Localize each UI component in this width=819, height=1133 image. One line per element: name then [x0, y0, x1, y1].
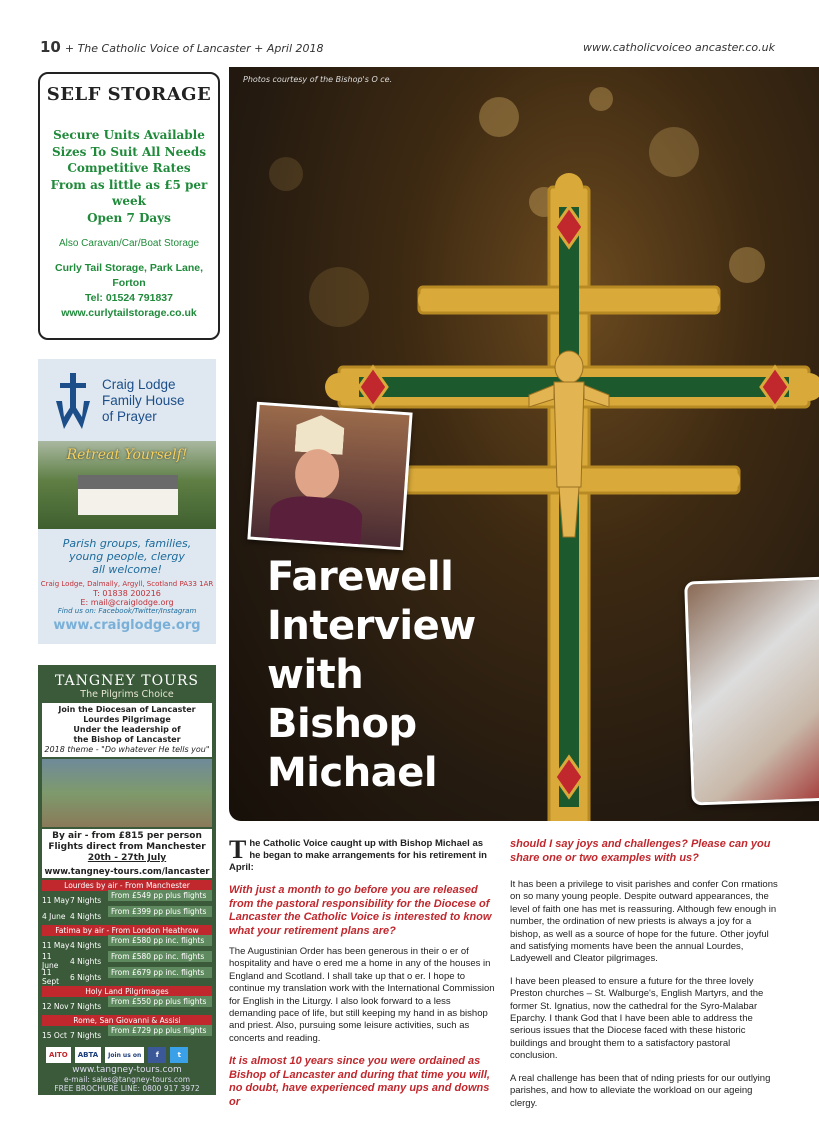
intro-line: the Bishop of Lancaster	[73, 735, 181, 744]
self-storage-title: SELF STORAGE	[46, 84, 212, 105]
tour-row	[42, 906, 212, 923]
article-column-2	[510, 838, 778, 1120]
twitter-icon[interactable]: t	[170, 1047, 188, 1063]
tangney-footer	[38, 1066, 216, 1093]
craig-lodge-ad	[38, 359, 216, 644]
face-shape	[293, 448, 340, 501]
email[interactable]: E: mail@craiglodge.org	[80, 598, 174, 607]
section-header: Rome, San Giovanni & Assisi	[42, 1015, 212, 1026]
tour-price: From £580 pp inc. flights	[108, 951, 212, 962]
tour-row	[42, 996, 212, 1013]
name-line: of Prayer	[102, 409, 157, 424]
drop-cap: T	[229, 835, 247, 864]
tour-date: 11 Sept	[42, 968, 60, 986]
hero-photo	[229, 67, 819, 821]
theme-line: 2018 theme - "Do whatever He tells you"	[44, 745, 210, 754]
mass-photo	[684, 577, 819, 806]
answer-4: A real challenge has been that of nding priests for our outlying parishes, and how to alleviate the workload on our ageing clergy.	[510, 1072, 771, 1109]
tour-row	[42, 1025, 212, 1042]
photo-credit: Photos courtesy of the Bishop's O ce.	[243, 75, 393, 84]
intro-line: Under the leadership of	[73, 725, 181, 734]
self-storage-also: Also Caravan/Car/Boat Storage	[58, 238, 200, 249]
tangney-title: TANGNEY TOURS	[54, 673, 200, 689]
feature-line: Open 7 Days	[87, 210, 171, 225]
tour-price: From £580 pp inc. flights	[108, 935, 212, 946]
self-storage-features	[40, 127, 218, 226]
page-number: 10	[40, 38, 61, 56]
feature-line: Secure Units Available	[53, 128, 205, 142]
tour-nights: 4 Nights	[70, 911, 102, 921]
publication-line: + The Catholic Voice of Lancaster + April 2018	[64, 42, 324, 55]
article-headline	[267, 553, 476, 798]
article-column-1	[229, 835, 495, 1117]
page-header-left	[40, 38, 324, 56]
welcome-line: Parish groups, families,	[62, 537, 192, 550]
intro-line: Join the Diocesan of Lancaster	[58, 705, 196, 714]
contact-line: Forton	[112, 277, 146, 289]
address: Craig Lodge, Dalmally, Argyll, Scotland PA33 1AR	[40, 580, 214, 588]
offer-line: Flights direct from Manchester	[48, 842, 206, 852]
tangney-offer	[42, 829, 212, 866]
headline-line: Farewell	[267, 554, 454, 600]
tour-price: From £550 pp plus flights	[108, 996, 212, 1007]
tour-date: 4 June	[42, 911, 66, 921]
tangney-logos	[46, 1046, 208, 1064]
tour-row	[42, 967, 212, 986]
tour-nights: 6 Nights	[70, 972, 102, 982]
tour-date: 11 June	[42, 952, 59, 970]
headline-line: with	[267, 652, 364, 698]
welcome-line: young people, clergy	[69, 550, 185, 563]
tangney-subtitle: The Pilgrims Choice	[80, 689, 174, 700]
facebook-icon[interactable]: f	[148, 1047, 166, 1063]
tour-nights: 7 Nights	[70, 895, 102, 905]
house-shape	[78, 475, 178, 515]
tour-nights: 4 Nights	[70, 956, 102, 966]
feature-line: week	[112, 194, 146, 208]
tour-date: 12 Nov	[42, 1001, 69, 1011]
self-storage-ad	[38, 72, 220, 340]
contact-website[interactable]: www.curlytailstorage.co.uk	[61, 307, 197, 319]
pilgrims-photo	[42, 759, 212, 827]
retreat-slogan: Retreat Yourself!	[66, 447, 188, 463]
tour-date: 11 May	[42, 895, 70, 905]
tour-nights: 7 Nights	[70, 1001, 102, 1011]
robe-shape	[269, 494, 364, 544]
footer-email[interactable]: e-mail: sales@tangney-tours.com	[63, 1075, 191, 1084]
footer-brochure: FREE BROCHURE LINE: 0800 917 3972	[54, 1084, 200, 1093]
headline-line: Michael	[267, 750, 438, 796]
tour-price: From £399 pp plus flights	[108, 906, 212, 917]
section-header: Fatima by air - From London Heathrow	[42, 925, 212, 936]
feature-line: Sizes To Suit All Needs	[51, 144, 206, 159]
house-photo	[38, 441, 216, 529]
name-line: Craig Lodge	[102, 377, 176, 392]
tour-nights: 4 Nights	[70, 940, 102, 950]
social: Find us on: Facebook/Twitter/Instagram	[57, 607, 197, 615]
question-2: It is almost 10 years since you were ordained as Bishop of Lancaster and during that time you will, no doubt, have experienced many ups and downs or	[229, 1055, 490, 1108]
name-line: Family House	[102, 393, 185, 408]
cross-logo-icon	[54, 373, 92, 431]
tangney-intro	[42, 703, 212, 757]
tour-date: 15 Oct	[42, 1030, 67, 1040]
section-header: Lourdes by air - From Manchester	[42, 880, 212, 891]
question-1: With just a month to go before you are released from the pastoral responsibility for the Diocese of Lancaster the Catholic Voice is interested to know what your retirement plans are?	[229, 884, 492, 937]
self-storage-contact	[40, 261, 218, 321]
tour-price: From £679 pp inc. flights	[108, 967, 212, 978]
feature-line: Competitive Rates	[67, 161, 191, 175]
welcome-text	[38, 537, 216, 576]
headline-line: Interview	[267, 603, 476, 649]
answer-1: The Augustinian Order has been generous in their o er of hospitality and have o ered me a home in any of the houses in England and Scotland. I shall take up that o er. I hope to continue my translation work with the International Commission for English in the Liturgy. I also look forward to a less demanding pace of life, but still keeping my hand in as bishop and priest. Also, pursuing some leisure activities, such as concerts and reading.	[229, 946, 495, 1044]
footer-web[interactable]: www.tangney-tours.com	[72, 1065, 182, 1075]
craig-lodge-name	[102, 377, 185, 425]
tour-date: 11 May	[42, 940, 70, 950]
craig-lodge-contact	[38, 580, 216, 616]
question-2-continued: should I say joys and challenges? Please can you share one or two examples with us?	[510, 838, 771, 864]
aito-logo: AITO	[46, 1047, 71, 1063]
tour-nights: 7 Nights	[70, 1030, 102, 1040]
contact-line: Curly Tail Storage, Park Lane,	[54, 262, 204, 274]
welcome-line: all welcome!	[92, 563, 162, 576]
tour-price: From £549 pp plus flights	[108, 890, 212, 901]
tangney-lancaster-link[interactable]: www.tangney-tours.com/lancaster	[42, 866, 212, 878]
intro-line: Lourdes Pilgrimage	[83, 715, 171, 724]
headline-line: Bishop	[267, 701, 417, 747]
header-website[interactable]: www.catholicvoiceo ancaster.co.uk	[582, 41, 775, 54]
abta-logo: ABTA	[75, 1047, 101, 1063]
phone: T: 01838 200216	[93, 589, 161, 598]
intro-text: he Catholic Voice caught up with Bishop Michael as he began to make arrangements for his retirement in April:	[229, 838, 487, 873]
answer-2: It has been a privilege to visit parishes and confer Con rmations on so many young people. Despite outward appearances, the level of faith one has met is reassuring. Although few enough in number, the ordination of new priests is always a joy for a bishop, as well as a source of hope for the future. Other joyful and satisfying moments have been the annual Lourdes, Ladyewell and Cleator pilgrimages.	[510, 879, 778, 965]
craig-lodge-website[interactable]: www.craiglodge.org	[53, 618, 201, 633]
bishop-portrait	[247, 402, 412, 551]
offer-line: 20th - 27th July	[87, 853, 167, 863]
tangney-tours-ad	[38, 665, 216, 1095]
article-intro	[229, 835, 495, 874]
section-header: Holy Land Pilgrimages	[42, 986, 212, 997]
tour-price: From £729 pp plus flights	[108, 1025, 212, 1036]
contact-phone: Tel: 01524 791837	[85, 292, 173, 304]
join-us-label: Join us on	[105, 1047, 144, 1063]
answer-3: I have been pleased to ensure a future for the three lovely Preston churches – St. Walburge's, English Martyrs, and the former St. Ignatius, now the cathedral for the Syro-Malabar Eparchy. I thank God that I have been able to address the serious issues that the Diocese faced with these historic buildings and brought them to a satisfactory pastoral conclusion.	[510, 975, 764, 1062]
feature-line: From as little as £5 per	[50, 177, 208, 192]
offer-line: By air - from £815 per person	[52, 831, 202, 841]
